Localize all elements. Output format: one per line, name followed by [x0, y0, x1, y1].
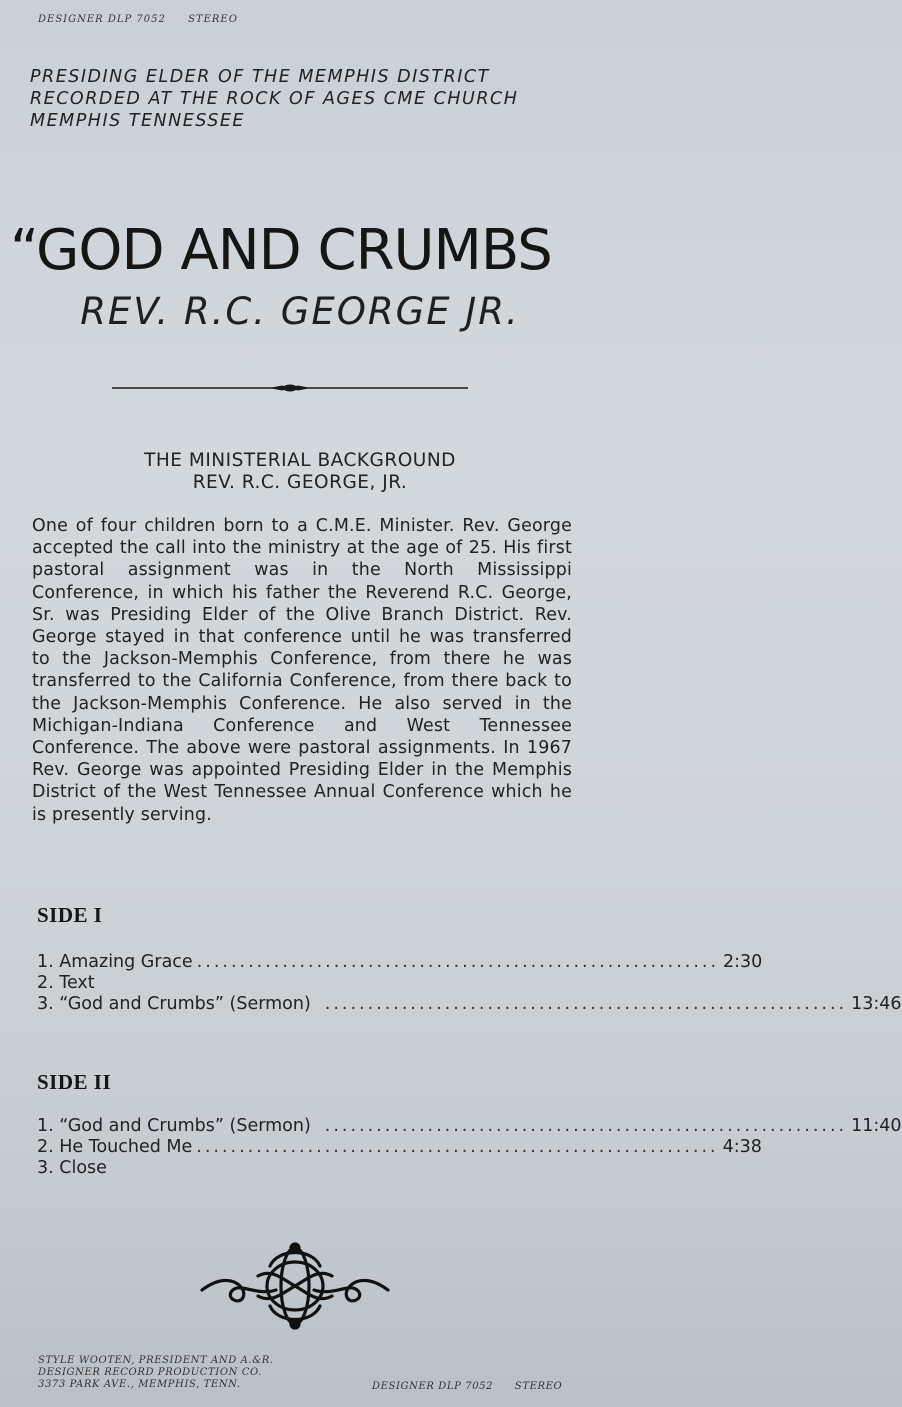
track-row — [37, 994, 902, 1015]
section-subtitle: REV. R.C. GEORGE, JR. — [192, 472, 408, 493]
credit-line: STYLE WOOTEN, PRESIDENT AND A.&R. — [38, 1355, 274, 1366]
artist-name: REV. R.C. GEORGE JR. — [80, 290, 520, 333]
side-one-tracklist — [37, 952, 902, 1015]
leader-dots: ............................................................. — [196, 1137, 719, 1157]
track-title: 1. “God and Crumbs” (Sermon) — [37, 1116, 311, 1136]
recording-line: RECORDED AT THE ROCK OF AGES CME CHURCH — [30, 89, 519, 109]
track-row — [37, 1137, 762, 1158]
production-credits — [38, 1355, 274, 1391]
track-row — [37, 1158, 567, 1179]
recording-line: PRESIDING ELDER OF THE MEMPHIS DISTRICT — [30, 67, 490, 87]
biography-text: One of four children born to a C.M.E. Minister. Rev. George accepted the call into the ministry at the age of 25. His first pastoral assignment was in the North Mississippi Conference, in which his father the Reverend R.C. George, Sr. was Presiding Elder of the Olive Branch District. Rev. George stayed in that conference until he was transferred to the Jackson-Memphis Conference, from there he was transferred to the California Conference, from there back to the Jackson-Memphis Conference. He also served in the Michigan-Indiana Conference and West Tennessee Conference. The above were pastoral assignments. In 1967 Rev. George was appointed Presiding Elder in the Memphis District of the West Tennessee Annual Conference which he is presently serving. — [32, 516, 572, 825]
track-title: 2. He Touched Me — [37, 1137, 193, 1157]
catalog-label: DESIGNER DLP 7052 — [372, 1381, 494, 1392]
leader-dots: ............................................................. — [324, 1116, 848, 1136]
track-duration: 4:38 — [722, 1137, 762, 1157]
credit-line: 3373 PARK AVE., MEMPHIS, TENN. — [38, 1379, 241, 1390]
track-title: 3. “God and Crumbs” (Sermon) — [37, 994, 311, 1014]
side-two-heading: SIDE II — [37, 1070, 112, 1094]
catalog-number-bottom — [372, 1381, 580, 1392]
leader-dots: ............................................................. — [196, 952, 720, 972]
side-one-heading: SIDE I — [37, 903, 103, 927]
track-row — [37, 973, 567, 994]
recording-info — [30, 66, 518, 132]
catalog-number-top — [38, 14, 256, 25]
track-duration: 2:30 — [723, 952, 763, 972]
recording-line: MEMPHIS TENNESSEE — [30, 111, 245, 131]
leader-dots: ............................................................. — [324, 994, 848, 1014]
format-label: STEREO — [514, 1381, 563, 1392]
background-heading — [0, 450, 600, 494]
format-label: STEREO — [188, 14, 238, 25]
track-title: 2. Text — [37, 973, 95, 993]
section-title: THE MINISTERIAL BACKGROUND — [144, 450, 456, 471]
side-two-tracklist — [37, 1116, 902, 1179]
track-row — [37, 1116, 902, 1137]
track-duration: 11:40 — [851, 1116, 902, 1136]
track-duration: 13:46 — [851, 994, 902, 1014]
credit-line: DESIGNER RECORD PRODUCTION CO. — [38, 1367, 263, 1378]
track-title: 1. Amazing Grace — [37, 952, 193, 972]
track-title: 3. Close — [37, 1158, 107, 1178]
album-title: “GOD AND CRUMBS — [10, 218, 552, 283]
catalog-label: DESIGNER DLP 7052 — [38, 14, 166, 25]
scroll-flourish-icon — [198, 1238, 392, 1339]
ornamental-rule-icon — [112, 380, 468, 401]
track-row — [37, 952, 763, 973]
